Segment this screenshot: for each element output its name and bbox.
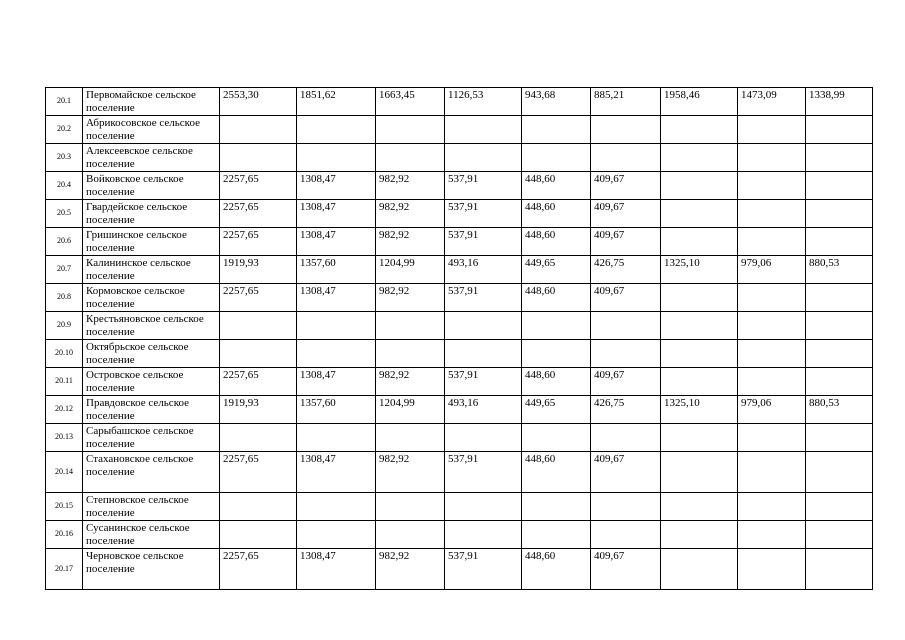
value-cell bbox=[806, 549, 873, 590]
value-cell: 409,67 bbox=[591, 284, 661, 312]
value-cell bbox=[445, 424, 522, 452]
value-cell bbox=[806, 340, 873, 368]
settlement-name: Степновское сельское поселение bbox=[83, 493, 220, 521]
value-cell bbox=[738, 312, 806, 340]
value-cell: 982,92 bbox=[376, 228, 445, 256]
row-number: 20.15 bbox=[46, 493, 83, 521]
row-number: 20.8 bbox=[46, 284, 83, 312]
table-row bbox=[46, 144, 873, 172]
value-cell: 537,91 bbox=[445, 452, 522, 493]
row-number: 20.5 bbox=[46, 200, 83, 228]
value-cell bbox=[220, 144, 297, 172]
value-cell: 2257,65 bbox=[220, 452, 297, 493]
row-number: 20.6 bbox=[46, 228, 83, 256]
value-cell bbox=[661, 200, 738, 228]
settlement-name: Гришинское сельское поселение bbox=[83, 228, 220, 256]
settlement-name: Войковское сельское поселение bbox=[83, 172, 220, 200]
value-cell bbox=[591, 493, 661, 521]
table-row bbox=[46, 368, 873, 396]
value-cell bbox=[661, 493, 738, 521]
settlement-name: Сусанинское сельское поселение bbox=[83, 521, 220, 549]
row-number: 20.10 bbox=[46, 340, 83, 368]
value-cell bbox=[806, 368, 873, 396]
value-cell bbox=[806, 493, 873, 521]
value-cell bbox=[445, 521, 522, 549]
row-number: 20.13 bbox=[46, 424, 83, 452]
value-cell bbox=[297, 493, 376, 521]
value-cell: 537,91 bbox=[445, 228, 522, 256]
value-cell: 2257,65 bbox=[220, 200, 297, 228]
value-cell: 1308,47 bbox=[297, 200, 376, 228]
value-cell bbox=[220, 312, 297, 340]
table-row bbox=[46, 228, 873, 256]
value-cell bbox=[591, 521, 661, 549]
settlement-name: Гвардейское сельское поселение bbox=[83, 200, 220, 228]
value-cell bbox=[591, 144, 661, 172]
settlement-name: Первомайское сельское поселение bbox=[83, 88, 220, 116]
value-cell bbox=[661, 284, 738, 312]
value-cell bbox=[297, 116, 376, 144]
value-cell bbox=[806, 144, 873, 172]
settlement-name: Абрикосовское сельское поселение bbox=[83, 116, 220, 144]
value-cell: 426,75 bbox=[591, 396, 661, 424]
value-cell: 448,60 bbox=[522, 284, 591, 312]
value-cell: 2257,65 bbox=[220, 549, 297, 590]
value-cell: 448,60 bbox=[522, 368, 591, 396]
value-cell bbox=[738, 549, 806, 590]
table-row bbox=[46, 200, 873, 228]
value-cell bbox=[661, 424, 738, 452]
value-cell: 449,65 bbox=[522, 396, 591, 424]
value-cell: 1958,46 bbox=[661, 88, 738, 116]
value-cell bbox=[297, 144, 376, 172]
value-cell bbox=[445, 116, 522, 144]
value-cell bbox=[661, 368, 738, 396]
value-cell bbox=[522, 144, 591, 172]
value-cell: 982,92 bbox=[376, 284, 445, 312]
settlement-name: Алексеевское сельское поселение bbox=[83, 144, 220, 172]
value-cell: 2553,30 bbox=[220, 88, 297, 116]
value-cell bbox=[297, 340, 376, 368]
value-cell: 409,67 bbox=[591, 172, 661, 200]
value-cell bbox=[661, 116, 738, 144]
row-number: 20.7 bbox=[46, 256, 83, 284]
settlement-name: Стахановское сельское поселение bbox=[83, 452, 220, 493]
row-number: 20.11 bbox=[46, 368, 83, 396]
value-cell bbox=[738, 116, 806, 144]
value-cell bbox=[806, 312, 873, 340]
settlement-name: Крестьяновское сельское поселение bbox=[83, 312, 220, 340]
value-cell: 1204,99 bbox=[376, 256, 445, 284]
value-cell: 409,67 bbox=[591, 549, 661, 590]
value-cell: 1663,45 bbox=[376, 88, 445, 116]
value-cell bbox=[220, 340, 297, 368]
value-cell: 982,92 bbox=[376, 368, 445, 396]
value-cell: 537,91 bbox=[445, 200, 522, 228]
value-cell: 1473,09 bbox=[738, 88, 806, 116]
value-cell bbox=[806, 116, 873, 144]
value-cell bbox=[661, 312, 738, 340]
value-cell: 1204,99 bbox=[376, 396, 445, 424]
value-cell bbox=[661, 340, 738, 368]
value-cell: 1308,47 bbox=[297, 172, 376, 200]
table-row bbox=[46, 549, 873, 590]
value-cell bbox=[738, 493, 806, 521]
row-number: 20.1 bbox=[46, 88, 83, 116]
row-number: 20.14 bbox=[46, 452, 83, 493]
value-cell: 982,92 bbox=[376, 172, 445, 200]
value-cell: 982,92 bbox=[376, 200, 445, 228]
value-cell: 409,67 bbox=[591, 200, 661, 228]
table-row bbox=[46, 312, 873, 340]
value-cell bbox=[591, 424, 661, 452]
value-cell bbox=[376, 144, 445, 172]
value-cell bbox=[661, 549, 738, 590]
value-cell bbox=[591, 116, 661, 144]
settlement-name: Черновское сельское поселение bbox=[83, 549, 220, 590]
row-number: 20.4 bbox=[46, 172, 83, 200]
value-cell bbox=[806, 228, 873, 256]
value-cell bbox=[522, 312, 591, 340]
value-cell: 1325,10 bbox=[661, 256, 738, 284]
value-cell: 979,06 bbox=[738, 396, 806, 424]
value-cell bbox=[738, 172, 806, 200]
value-cell: 880,53 bbox=[806, 256, 873, 284]
value-cell: 2257,65 bbox=[220, 172, 297, 200]
value-cell: 409,67 bbox=[591, 228, 661, 256]
row-number: 20.16 bbox=[46, 521, 83, 549]
value-cell bbox=[522, 493, 591, 521]
table-row bbox=[46, 452, 873, 493]
value-cell: 1308,47 bbox=[297, 284, 376, 312]
value-cell: 537,91 bbox=[445, 284, 522, 312]
table-row bbox=[46, 116, 873, 144]
row-number: 20.3 bbox=[46, 144, 83, 172]
value-cell bbox=[591, 340, 661, 368]
value-cell: 448,60 bbox=[522, 228, 591, 256]
settlement-name: Октябрьское сельское поселение bbox=[83, 340, 220, 368]
value-cell bbox=[522, 424, 591, 452]
value-cell: 448,60 bbox=[522, 172, 591, 200]
value-cell bbox=[806, 200, 873, 228]
value-cell: 1308,47 bbox=[297, 452, 376, 493]
value-cell: 979,06 bbox=[738, 256, 806, 284]
value-cell bbox=[806, 172, 873, 200]
value-cell bbox=[806, 424, 873, 452]
value-cell: 1338,99 bbox=[806, 88, 873, 116]
value-cell bbox=[738, 144, 806, 172]
value-cell bbox=[738, 200, 806, 228]
value-cell: 448,60 bbox=[522, 200, 591, 228]
value-cell: 1357,60 bbox=[297, 256, 376, 284]
value-cell: 943,68 bbox=[522, 88, 591, 116]
value-cell bbox=[738, 521, 806, 549]
value-cell bbox=[376, 340, 445, 368]
value-cell bbox=[806, 284, 873, 312]
value-cell bbox=[376, 424, 445, 452]
value-cell: 885,21 bbox=[591, 88, 661, 116]
value-cell: 1308,47 bbox=[297, 228, 376, 256]
value-cell bbox=[522, 340, 591, 368]
value-cell bbox=[738, 340, 806, 368]
value-cell: 1919,93 bbox=[220, 396, 297, 424]
value-cell bbox=[661, 228, 738, 256]
table-row bbox=[46, 172, 873, 200]
table-row bbox=[46, 88, 873, 116]
row-number: 20.12 bbox=[46, 396, 83, 424]
value-cell: 493,16 bbox=[445, 396, 522, 424]
value-cell bbox=[661, 452, 738, 493]
value-cell: 537,91 bbox=[445, 368, 522, 396]
value-cell bbox=[220, 424, 297, 452]
value-cell bbox=[738, 452, 806, 493]
row-number: 20.17 bbox=[46, 549, 83, 590]
value-cell: 1308,47 bbox=[297, 549, 376, 590]
value-cell bbox=[738, 368, 806, 396]
value-cell bbox=[661, 521, 738, 549]
settlement-name: Кормовское сельское поселение bbox=[83, 284, 220, 312]
value-cell bbox=[220, 116, 297, 144]
value-cell: 1357,60 bbox=[297, 396, 376, 424]
value-cell bbox=[376, 521, 445, 549]
value-cell: 2257,65 bbox=[220, 284, 297, 312]
value-cell bbox=[220, 521, 297, 549]
settlement-name: Островское сельское поселение bbox=[83, 368, 220, 396]
value-cell: 1308,47 bbox=[297, 368, 376, 396]
value-cell bbox=[297, 521, 376, 549]
value-cell: 448,60 bbox=[522, 549, 591, 590]
table-row bbox=[46, 493, 873, 521]
table-row bbox=[46, 256, 873, 284]
value-cell bbox=[738, 424, 806, 452]
value-cell: 493,16 bbox=[445, 256, 522, 284]
value-cell: 537,91 bbox=[445, 172, 522, 200]
value-cell: 448,60 bbox=[522, 452, 591, 493]
table-body bbox=[46, 88, 873, 590]
row-number: 20.2 bbox=[46, 116, 83, 144]
value-cell bbox=[522, 521, 591, 549]
value-cell bbox=[661, 172, 738, 200]
value-cell bbox=[376, 493, 445, 521]
table-row bbox=[46, 284, 873, 312]
value-cell bbox=[445, 144, 522, 172]
value-cell bbox=[376, 116, 445, 144]
settlement-name: Сарыбашское сельское поселение bbox=[83, 424, 220, 452]
value-cell: 1919,93 bbox=[220, 256, 297, 284]
table-row bbox=[46, 424, 873, 452]
table-row bbox=[46, 340, 873, 368]
value-cell: 982,92 bbox=[376, 549, 445, 590]
value-cell bbox=[522, 116, 591, 144]
value-cell bbox=[738, 284, 806, 312]
value-cell bbox=[376, 312, 445, 340]
value-cell: 449,65 bbox=[522, 256, 591, 284]
value-cell bbox=[806, 452, 873, 493]
value-cell bbox=[661, 144, 738, 172]
value-cell: 2257,65 bbox=[220, 228, 297, 256]
value-cell bbox=[297, 312, 376, 340]
settlement-name: Калининское сельское поселение bbox=[83, 256, 220, 284]
value-cell: 2257,65 bbox=[220, 368, 297, 396]
value-cell bbox=[445, 312, 522, 340]
value-cell bbox=[591, 312, 661, 340]
settlement-name: Правдовское сельское поселение bbox=[83, 396, 220, 424]
value-cell bbox=[445, 340, 522, 368]
value-cell: 537,91 bbox=[445, 549, 522, 590]
settlements-tariff-table bbox=[45, 87, 873, 590]
value-cell bbox=[297, 424, 376, 452]
value-cell: 1851,62 bbox=[297, 88, 376, 116]
value-cell: 409,67 bbox=[591, 452, 661, 493]
value-cell: 426,75 bbox=[591, 256, 661, 284]
value-cell: 880,53 bbox=[806, 396, 873, 424]
value-cell: 1126,53 bbox=[445, 88, 522, 116]
value-cell: 1325,10 bbox=[661, 396, 738, 424]
value-cell bbox=[220, 493, 297, 521]
table-row bbox=[46, 521, 873, 549]
value-cell: 982,92 bbox=[376, 452, 445, 493]
value-cell bbox=[445, 493, 522, 521]
row-number: 20.9 bbox=[46, 312, 83, 340]
table-row bbox=[46, 396, 873, 424]
value-cell: 409,67 bbox=[591, 368, 661, 396]
value-cell bbox=[738, 228, 806, 256]
value-cell bbox=[806, 521, 873, 549]
